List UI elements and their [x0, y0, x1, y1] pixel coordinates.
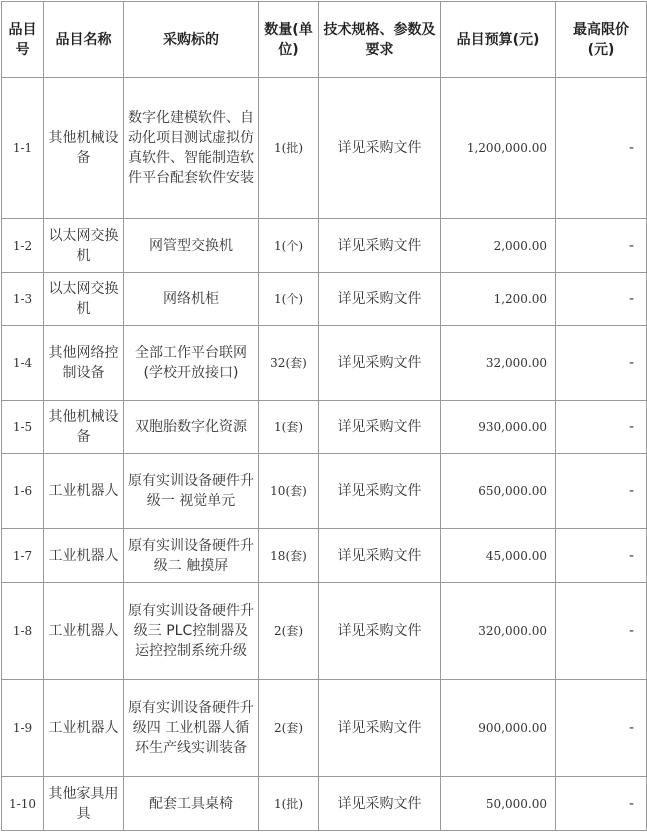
row-budget: 45,000.00: [441, 529, 556, 583]
row-subject: 全部工作平台联网(学校开放接口): [124, 326, 259, 401]
row-spec: 详见采购文件: [319, 219, 441, 273]
row-quantity: 10(套): [259, 454, 319, 529]
row-spec: 详见采购文件: [319, 583, 441, 680]
row-budget: 320,000.00: [441, 583, 556, 680]
row-name: 工业机器人: [44, 680, 124, 777]
row-price-limit: -: [556, 78, 647, 219]
row-name: 其他机械设备: [44, 78, 124, 219]
row-name: 其他网络控制设备: [44, 326, 124, 401]
row-spec: 详见采购文件: [319, 326, 441, 401]
row-price-limit: -: [556, 273, 647, 326]
row-name: 以太网交换机: [44, 219, 124, 273]
row-subject: 原有实训设备硬件升级一 视觉单元: [124, 454, 259, 529]
row-name: 以太网交换机: [44, 273, 124, 326]
row-price-limit: -: [556, 219, 647, 273]
row-price-limit: -: [556, 529, 647, 583]
procurement-table: [1, 1, 647, 831]
header-quantity: 数量(单位): [259, 2, 319, 78]
row-spec: 详见采购文件: [319, 680, 441, 777]
row-price-limit: -: [556, 401, 647, 454]
row-quantity: 2(套): [259, 680, 319, 777]
row-subject: 原有实训设备硬件升级三 PLC控制器及运控控制系统升级: [124, 583, 259, 680]
row-quantity: 1(套): [259, 401, 319, 454]
row-quantity: 32(套): [259, 326, 319, 401]
header-spec: 技术规格、参数及要求: [319, 2, 441, 78]
row-quantity: 1(批): [259, 777, 319, 831]
header-budget: 品目预算(元): [441, 2, 556, 78]
row-subject: 网络机柜: [124, 273, 259, 326]
row-quantity: 18(套): [259, 529, 319, 583]
row-name: 工业机器人: [44, 454, 124, 529]
row-budget: 1,200.00: [441, 273, 556, 326]
row-price-limit: -: [556, 326, 647, 401]
header-item-name: 品目名称: [44, 2, 124, 78]
table-row: [2, 273, 647, 326]
table-row: [2, 219, 647, 273]
row-price-limit: -: [556, 583, 647, 680]
header-price-limit: 最高限价(元): [556, 2, 647, 78]
table-row: [2, 401, 647, 454]
row-id: 1-1: [2, 78, 44, 219]
row-price-limit: -: [556, 454, 647, 529]
table-row: [2, 78, 647, 219]
row-spec: 详见采购文件: [319, 529, 441, 583]
row-subject: 网管型交换机: [124, 219, 259, 273]
row-subject: 原有实训设备硬件升级二 触摸屏: [124, 529, 259, 583]
row-subject: 双胞胎数字化资源: [124, 401, 259, 454]
table-row: [2, 680, 647, 777]
row-subject: 原有实训设备硬件升级四 工业机器人循环生产线实训装备: [124, 680, 259, 777]
row-id: 1-5: [2, 401, 44, 454]
row-quantity: 1(个): [259, 219, 319, 273]
row-id: 1-3: [2, 273, 44, 326]
row-spec: 详见采购文件: [319, 454, 441, 529]
row-quantity: 1(个): [259, 273, 319, 326]
row-spec: 详见采购文件: [319, 78, 441, 219]
table-row: [2, 454, 647, 529]
row-budget: 32,000.00: [441, 326, 556, 401]
header-subject: 采购标的: [124, 2, 259, 78]
row-spec: 详见采购文件: [319, 273, 441, 326]
row-budget: 650,000.00: [441, 454, 556, 529]
row-id: 1-6: [2, 454, 44, 529]
row-quantity: 1(批): [259, 78, 319, 219]
row-subject: 数字化建模软件、自动化项目测试虚拟仿真软件、智能制造软件平台配套软件安装: [124, 78, 259, 219]
row-quantity: 2(套): [259, 583, 319, 680]
row-name: 工业机器人: [44, 529, 124, 583]
row-budget: 50,000.00: [441, 777, 556, 831]
row-budget: 900,000.00: [441, 680, 556, 777]
row-name: 其他家具用具: [44, 777, 124, 831]
row-id: 1-8: [2, 583, 44, 680]
row-name: 工业机器人: [44, 583, 124, 680]
row-budget: 2,000.00: [441, 219, 556, 273]
table-row: [2, 326, 647, 401]
header-row: [2, 2, 647, 78]
header-item-id: 品目号: [2, 2, 44, 78]
table-row: [2, 529, 647, 583]
table-row: [2, 777, 647, 831]
row-budget: 930,000.00: [441, 401, 556, 454]
table-row: [2, 583, 647, 680]
row-id: 1-2: [2, 219, 44, 273]
row-price-limit: -: [556, 680, 647, 777]
row-id: 1-10: [2, 777, 44, 831]
row-id: 1-9: [2, 680, 44, 777]
row-spec: 详见采购文件: [319, 401, 441, 454]
row-id: 1-7: [2, 529, 44, 583]
row-spec: 详见采购文件: [319, 777, 441, 831]
row-price-limit: -: [556, 777, 647, 831]
row-subject: 配套工具桌椅: [124, 777, 259, 831]
row-name: 其他机械设备: [44, 401, 124, 454]
row-id: 1-4: [2, 326, 44, 401]
row-budget: 1,200,000.00: [441, 78, 556, 219]
